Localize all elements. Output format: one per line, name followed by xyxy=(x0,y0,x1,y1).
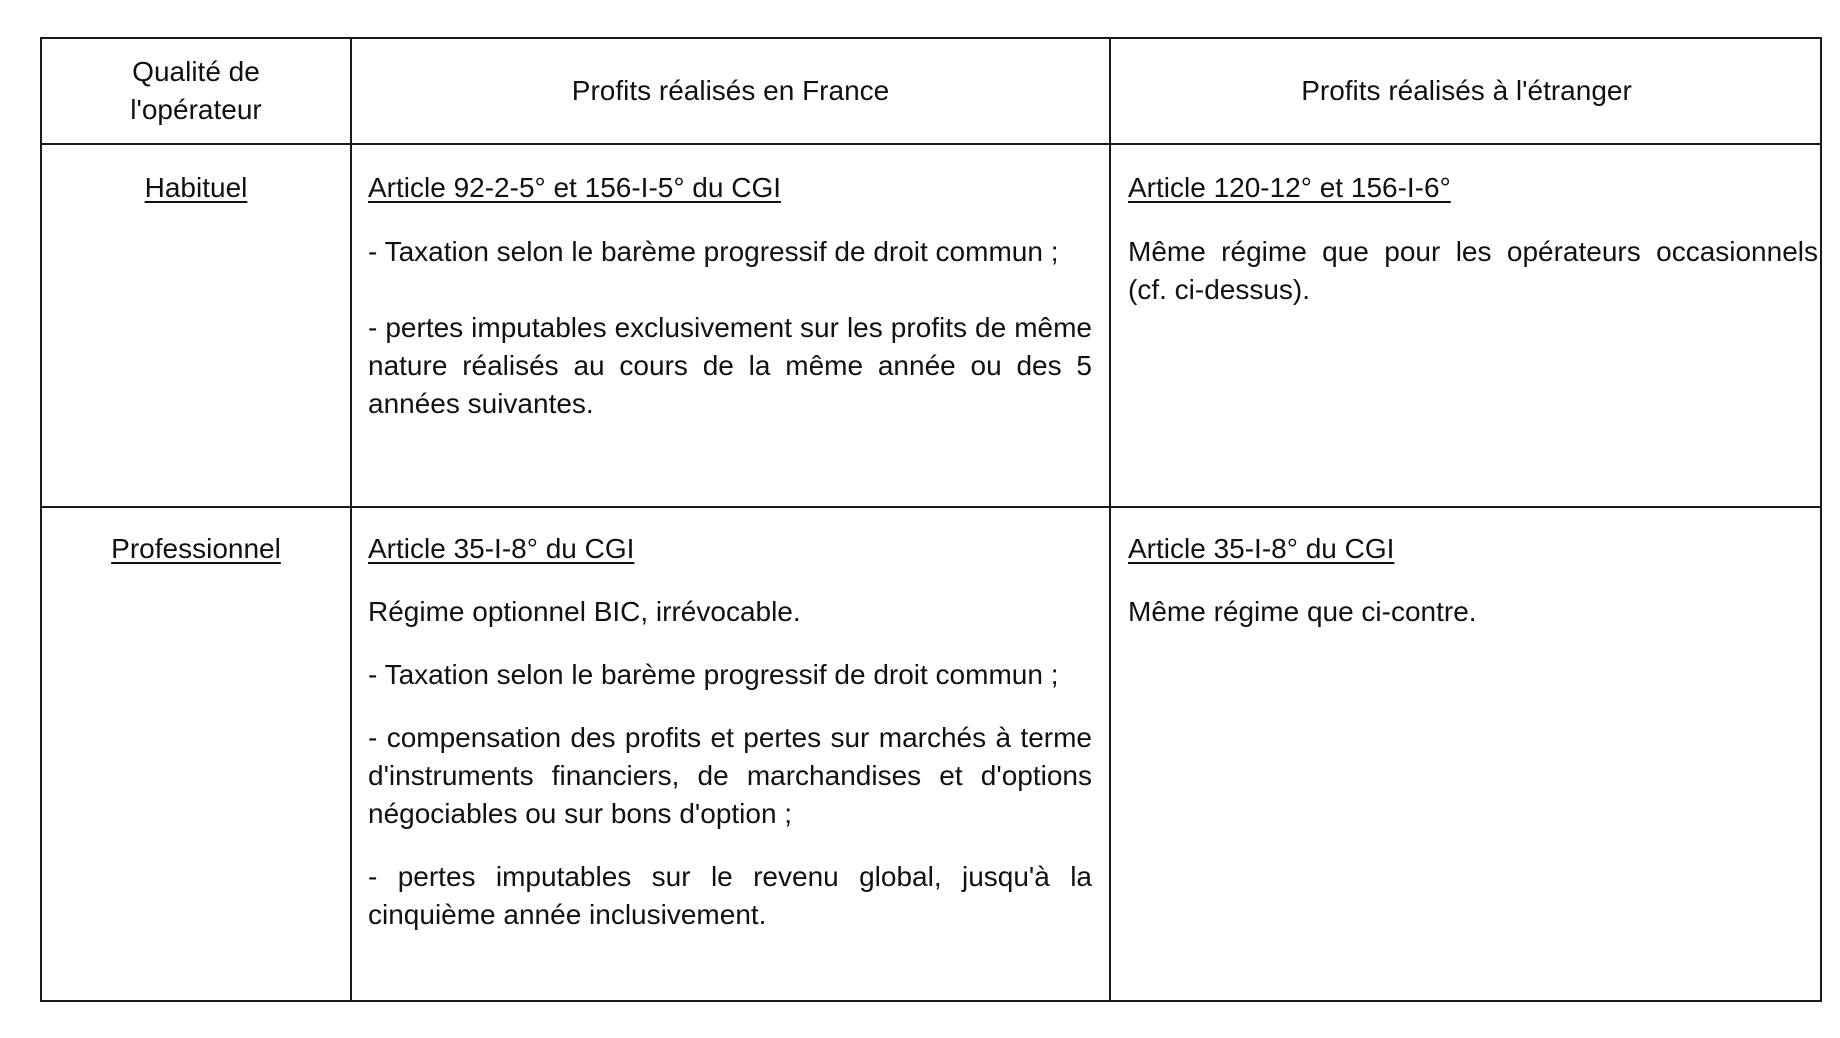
column-divider-2 xyxy=(1109,39,1111,1000)
row-habituel-france-paragraph-1: - Taxation selon le barème progressif de droit commun ; xyxy=(368,236,1059,267)
row-professionnel-france-paragraph-2: - Taxation selon le barème progressif de droit commun ; xyxy=(368,659,1059,690)
header-divider xyxy=(42,143,1820,145)
header-operator-quality-line-1: Qualité de xyxy=(132,56,260,87)
row-professionnel-france-paragraph-3: - compensation des profits et pertes sur marchés à terme d'instruments financiers, de marchandises et d'options négociables ou sur bons d'option ; xyxy=(368,722,1092,829)
row-professionnel-abroad-article: Article 35-I-8° du CGI xyxy=(1128,533,1395,564)
row-habituel-france-paragraph-2: - pertes imputables exclusivement sur les profits de même nature réalisés au cours de la même année ou des 5 années suivantes. xyxy=(368,312,1092,419)
row-habituel-france-article: Article 92-2-5° et 156-I-5° du CGI xyxy=(368,172,782,203)
row-divider xyxy=(42,506,1820,508)
header-operator-quality xyxy=(42,39,350,143)
row-habituel-abroad-article: Article 120-12° et 156-I-6° xyxy=(1128,172,1451,203)
row-habituel-france xyxy=(368,169,1092,423)
header-operator-quality-line-2: l'opérateur xyxy=(130,94,262,125)
row-professionnel-abroad xyxy=(1128,530,1818,631)
header-profits-france-label: Profits réalisés en France xyxy=(571,75,890,106)
header-profits-abroad-label: Profits réalisés à l'étranger xyxy=(1301,75,1632,106)
column-divider-1 xyxy=(350,39,352,1000)
row-habituel-abroad xyxy=(1128,169,1818,309)
tax-regime-table xyxy=(40,37,1822,1002)
row-professionnel-france-article: Article 35-I-8° du CGI xyxy=(368,533,635,564)
row-habituel-role: Habituel xyxy=(144,172,248,203)
row-professionnel-france xyxy=(368,530,1092,934)
row-professionnel-abroad-paragraph-1: Même régime que ci-contre. xyxy=(1128,596,1477,627)
header-profits-abroad xyxy=(1111,39,1822,143)
header-profits-france xyxy=(352,39,1109,143)
row-habituel-abroad-paragraph-1: Même régime que pour les opérateurs occasionnels (cf. ci-dessus). xyxy=(1128,236,1818,305)
row-professionnel-france-paragraph-1: Régime optionnel BIC, irrévocable. xyxy=(368,596,801,627)
row-professionnel-france-paragraph-4: - pertes imputables sur le revenu global, jusqu'à la cinquième année inclusivement. xyxy=(368,861,1092,930)
row-professionnel-role: Professionnel xyxy=(111,533,281,564)
